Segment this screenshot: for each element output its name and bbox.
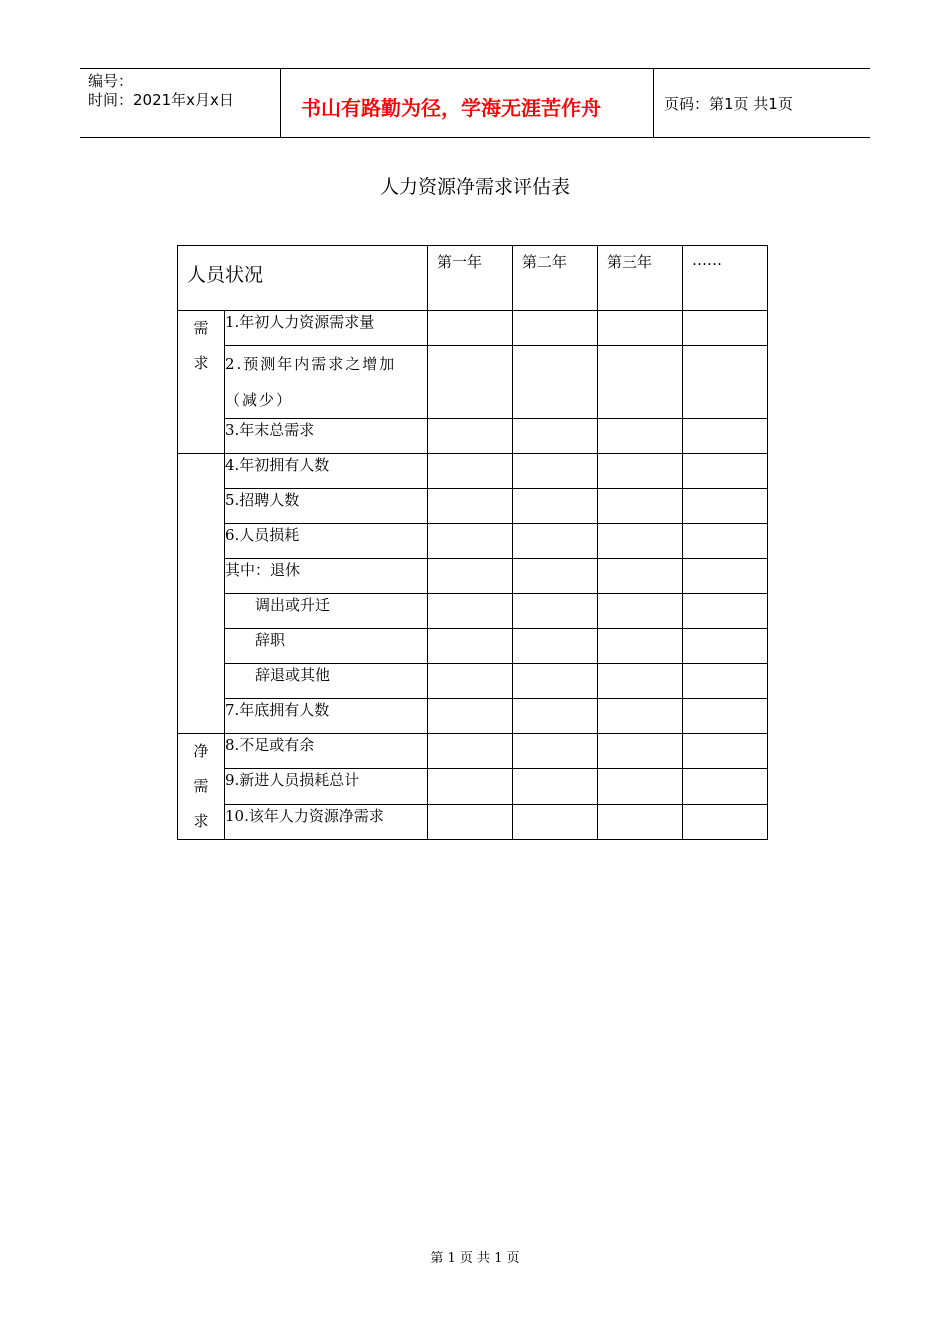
table-cell[interactable]: [513, 559, 598, 594]
table-row: [178, 489, 768, 524]
table-row: [178, 699, 768, 734]
page-footer: 第 1 页 共 1 页: [430, 1251, 520, 1266]
table-cell[interactable]: [683, 454, 768, 489]
table-cell[interactable]: [683, 734, 768, 769]
table-cell[interactable]: [513, 629, 598, 664]
status-header: 人员状况: [178, 246, 428, 311]
table-cell[interactable]: [428, 594, 513, 629]
row-label: 5.招聘人数: [225, 489, 428, 524]
table-cell[interactable]: [513, 664, 598, 699]
page-info: 页码：第1页 共1页: [664, 95, 793, 113]
row-label: 7.年底拥有人数: [225, 699, 428, 734]
table-cell[interactable]: [683, 346, 768, 419]
table-cell[interactable]: [428, 734, 513, 769]
table-cell[interactable]: [598, 699, 683, 734]
table-cell[interactable]: [598, 489, 683, 524]
year-header-2: 第二年: [513, 246, 598, 311]
group-char: 净: [193, 742, 209, 760]
table-cell[interactable]: [683, 559, 768, 594]
group-supply-label: [178, 454, 225, 734]
table-cell[interactable]: [513, 804, 598, 839]
table-cell[interactable]: [683, 804, 768, 839]
year-header-3: 第三年: [598, 246, 683, 311]
table-cell[interactable]: [598, 346, 683, 419]
table-row: [178, 804, 768, 839]
table-header-row: [178, 246, 768, 311]
table-cell[interactable]: [428, 524, 513, 559]
header-motto: 书山有路勤为径，学海无涯苦作舟: [301, 96, 601, 120]
table-cell[interactable]: [598, 769, 683, 804]
table-row: [178, 419, 768, 454]
table-cell[interactable]: [598, 664, 683, 699]
table-row: [178, 311, 768, 346]
table-cell[interactable]: [598, 804, 683, 839]
table-cell[interactable]: [683, 311, 768, 346]
row-label: 8.不足或有余: [225, 734, 428, 769]
page-title: 人力资源净需求评估表: [379, 176, 570, 198]
table-cell[interactable]: [428, 311, 513, 346]
table-cell[interactable]: [428, 664, 513, 699]
row-label: 1.年初人力资源需求量: [225, 311, 428, 346]
row-label: 4.年初拥有人数: [225, 454, 428, 489]
row-label: 9.新进人员损耗总计: [225, 769, 428, 804]
table-cell[interactable]: [598, 524, 683, 559]
row-label: 6.人员损耗: [225, 524, 428, 559]
table-cell[interactable]: [428, 419, 513, 454]
table-cell[interactable]: [513, 734, 598, 769]
group-char: 需: [193, 319, 209, 337]
table-cell[interactable]: [428, 699, 513, 734]
table-row: [178, 346, 768, 419]
table-cell[interactable]: [428, 454, 513, 489]
header-meta: [80, 69, 281, 137]
table-cell[interactable]: [683, 489, 768, 524]
year-header-more: ……: [683, 246, 768, 311]
table-cell[interactable]: [513, 311, 598, 346]
table-cell[interactable]: [683, 524, 768, 559]
table-cell[interactable]: [683, 419, 768, 454]
row-label: 调出或升迁: [225, 594, 428, 629]
table-cell[interactable]: [428, 489, 513, 524]
table-cell[interactable]: [598, 419, 683, 454]
table-cell[interactable]: [683, 769, 768, 804]
table-row: [178, 559, 768, 594]
table-cell[interactable]: [428, 629, 513, 664]
table-cell[interactable]: [513, 489, 598, 524]
year-header-1: 第一年: [428, 246, 513, 311]
table-row: [178, 629, 768, 664]
table-cell[interactable]: [513, 699, 598, 734]
table-row: [178, 524, 768, 559]
number-label: 编号：: [88, 72, 134, 90]
group-char: 求: [193, 812, 209, 830]
table-cell[interactable]: [683, 629, 768, 664]
group-demand-label: [178, 311, 225, 454]
row-label: 辞退或其他: [225, 664, 428, 699]
table-row: [178, 454, 768, 489]
table-cell[interactable]: [598, 629, 683, 664]
group-net-label: [178, 734, 225, 840]
table-cell[interactable]: [513, 524, 598, 559]
table-cell[interactable]: [513, 419, 598, 454]
table-cell[interactable]: [598, 559, 683, 594]
table-row: [178, 769, 768, 804]
table-cell[interactable]: [428, 804, 513, 839]
table-row: [178, 594, 768, 629]
table-cell[interactable]: [683, 664, 768, 699]
table-cell[interactable]: [513, 454, 598, 489]
table-cell[interactable]: [598, 454, 683, 489]
table-cell[interactable]: [598, 594, 683, 629]
table-cell[interactable]: [513, 594, 598, 629]
table-cell[interactable]: [683, 594, 768, 629]
row-label: 3.年末总需求: [225, 419, 428, 454]
document-header: [80, 68, 870, 138]
table-cell[interactable]: [513, 346, 598, 419]
time-label: 时间：2021年x月x日: [88, 91, 234, 109]
group-char: 求: [193, 354, 209, 372]
table-row: [178, 734, 768, 769]
table-cell[interactable]: [683, 699, 768, 734]
header-motto-cell: [281, 69, 654, 137]
row-label: 辞职: [225, 629, 428, 664]
table-row: [178, 664, 768, 699]
table-cell[interactable]: [428, 769, 513, 804]
table-cell[interactable]: [428, 346, 513, 419]
table-cell[interactable]: [513, 769, 598, 804]
row-label: 其中：退休: [225, 559, 428, 594]
table-cell[interactable]: [598, 311, 683, 346]
group-char: 需: [193, 777, 209, 795]
net-demand-table: [177, 245, 768, 840]
table-cell[interactable]: [598, 734, 683, 769]
row-label: 2.预测年内需求之增加（减少）: [225, 346, 428, 419]
table-cell[interactable]: [428, 559, 513, 594]
row-label: 10.该年人力资源净需求: [225, 804, 428, 839]
